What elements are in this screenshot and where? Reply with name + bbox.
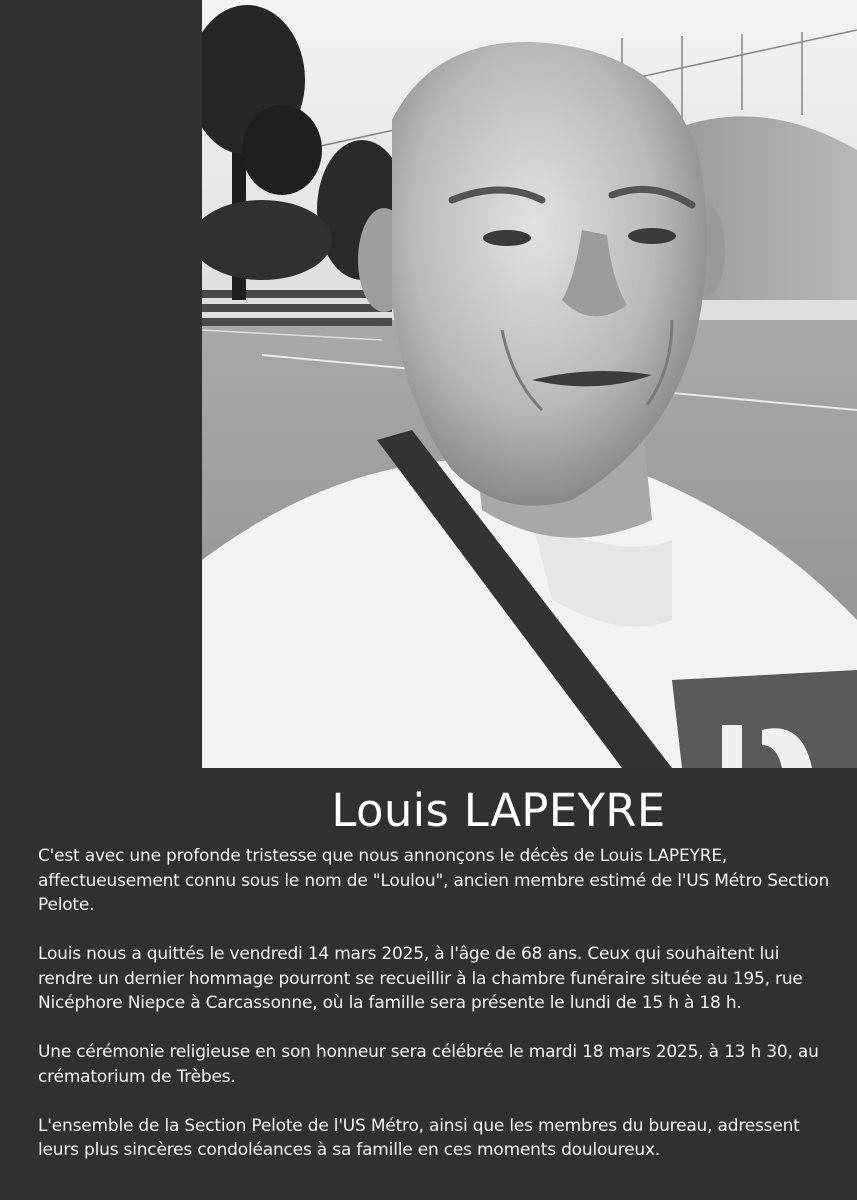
obituary-paragraph-ceremony: Une cérémonie religieuse en son honneur sera célébrée le mardi 18 mars 2025, à 13 h 30, au crématorium de Trèbes. [38, 1042, 819, 1087]
obituary-paragraph-condolences: L'ensemble de la Section Pelote de l'US Métro, ainsi que les membres du bureau, adressent leurs plus sincères condoléances à sa famille en ces moments douloureux. [38, 1115, 800, 1160]
deceased-name-title: Louis LAPEYRE [331, 784, 666, 837]
obituary-paragraph-visitation: Louis nous a quittés le vendredi 14 mars 2025, à l'âge de 68 ans. Ceux qui souhaitent lui rendre un dernier hommage pourront se recueillir à la chambre funéraire située au 195, rue Nicéphore Niepce à Carcassonne, où la famille sera présente le lundi de 15 h à 18 h. [38, 944, 803, 1013]
obituary-paragraph-announcement: C'est avec une profonde tristesse que nous annonçons le décès de Louis LAPEYRE, affectueusement connu sous le nom de "Loulou", ancien membre estimé de l'US Métro Section Pelote. [38, 846, 830, 915]
obituary-text [38, 844, 838, 1163]
portrait-photo [202, 0, 857, 768]
portrait-photo-illustration [202, 0, 857, 768]
